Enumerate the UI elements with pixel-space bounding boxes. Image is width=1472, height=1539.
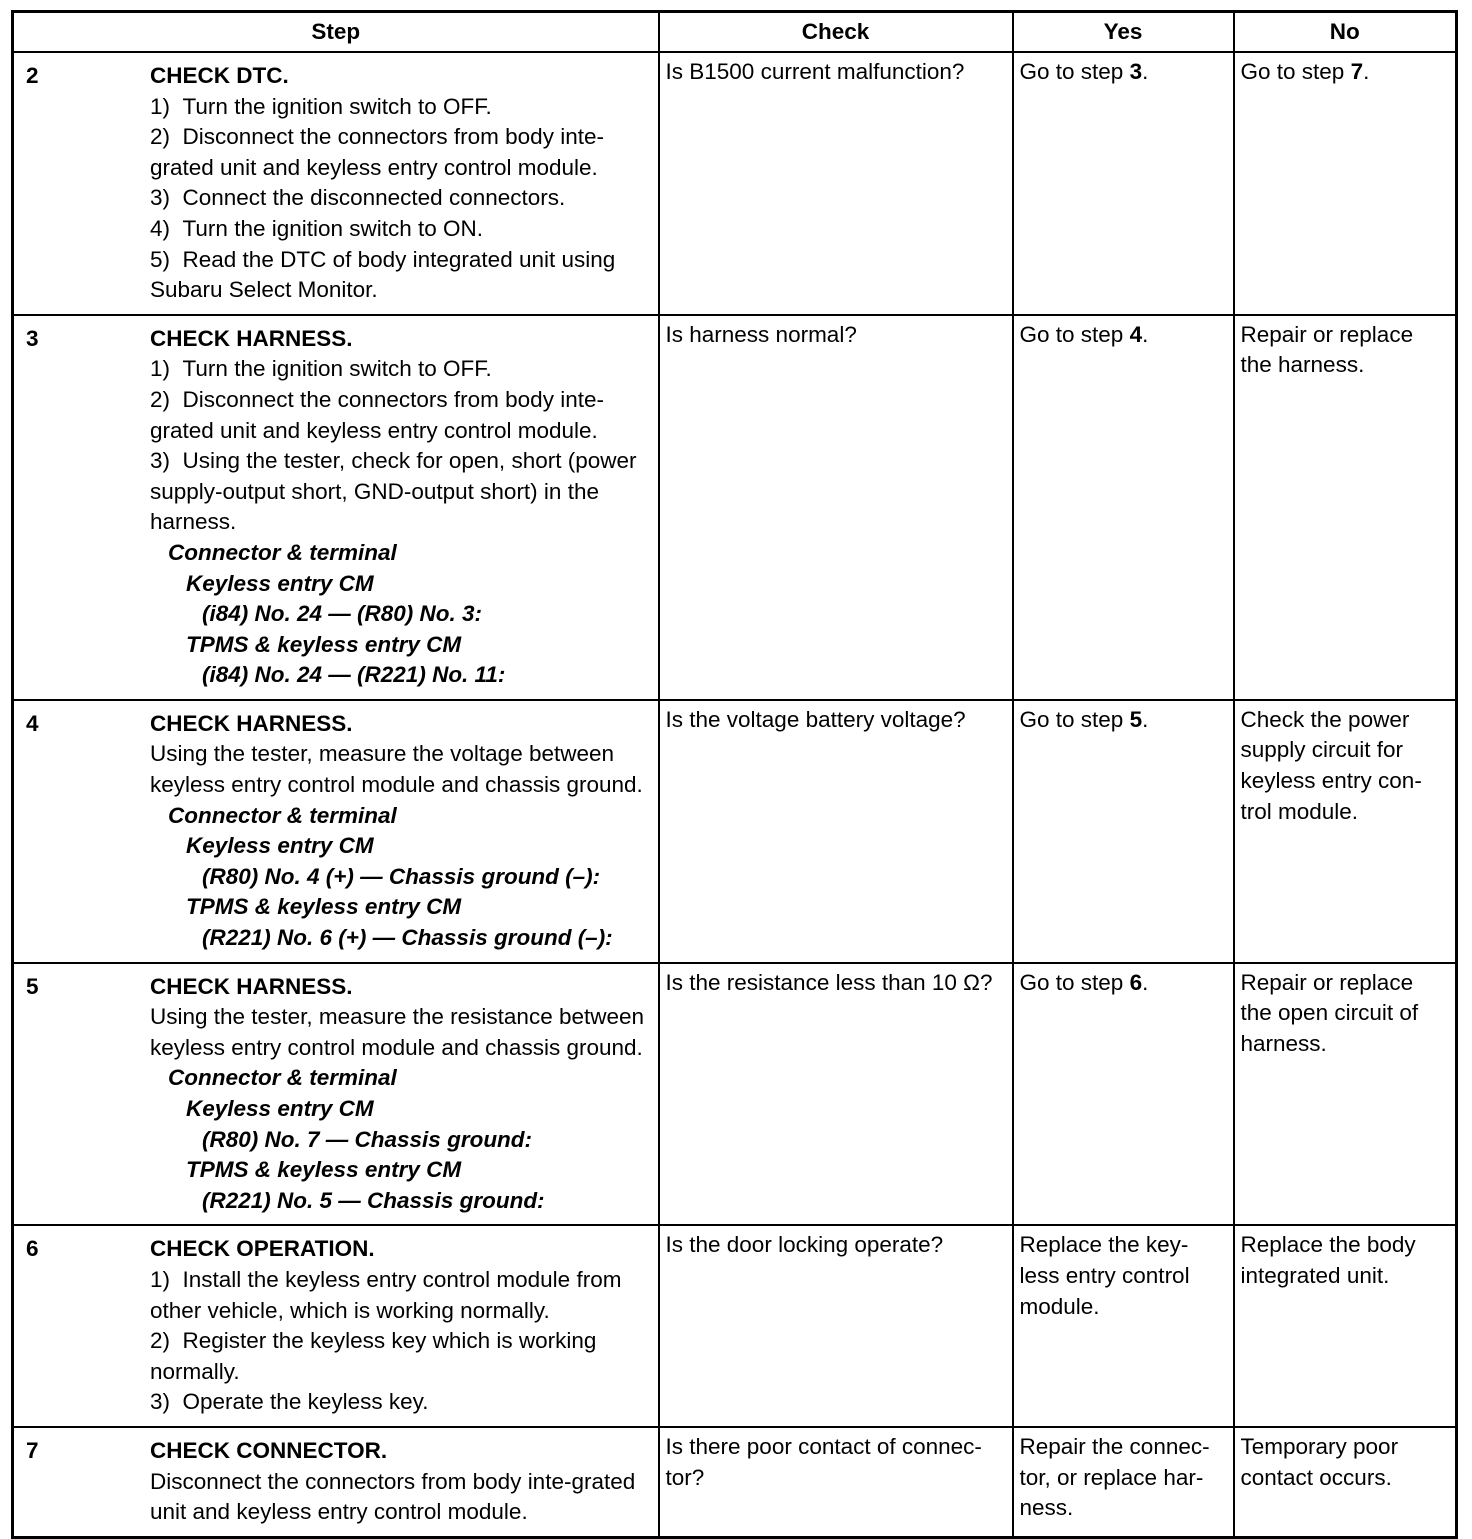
step-text [144, 1432, 653, 1532]
connector-terminal-line: (R80) No. 4 (+) — Chassis ground (–): [202, 863, 601, 889]
step-wrap [20, 1432, 653, 1532]
connector-terminal-line: (i84) No. 24 — (R80) No. 3: [202, 601, 483, 627]
yes-text: Go to step [1019, 706, 1130, 732]
step-instruction: 3) Using the tester, check for open, short (power supply-output short, GND-output short) in the harness. [150, 448, 637, 535]
step-number: 6 [26, 1236, 39, 1262]
table-row [13, 315, 1457, 700]
yes-text: Go to step [1019, 321, 1130, 347]
yes-cell [1013, 1427, 1234, 1537]
header-check: Check [659, 12, 1013, 53]
yes-step-number: 4 [1129, 321, 1143, 347]
no-suffix: . [1363, 59, 1370, 84]
no-text: Temporary poor contact occurs. [1240, 1433, 1399, 1490]
step-number: 7 [26, 1437, 39, 1463]
no-cell [1234, 1225, 1457, 1427]
check-cell: Is the voltage battery voltage? [659, 700, 1013, 963]
check-cell: Is there poor contact of connec-tor? [659, 1427, 1013, 1537]
connector-terminal-line: (i84) No. 24 — (R221) No. 11: [202, 662, 506, 688]
check-cell: Is the resistance less than 10 Ω? [659, 963, 1013, 1226]
step-title: CHECK HARNESS. [150, 325, 353, 351]
no-cell [1234, 315, 1457, 700]
no-text: Go to step [1240, 59, 1351, 84]
step-title: CHECK HARNESS. [150, 973, 353, 999]
step-title: CHECK CONNECTOR. [150, 1437, 388, 1463]
step-title: CHECK OPERATION. [150, 1236, 375, 1262]
connector-terminal-line: (R221) No. 6 (+) — Chassis ground (–): [202, 925, 613, 951]
step-text [144, 57, 653, 310]
step-instruction: 3) Connect the disconnected connectors. [150, 185, 566, 211]
yes-cell [1013, 52, 1234, 315]
connector-terminal-line: Connector & terminal [168, 802, 397, 828]
no-cell [1234, 1427, 1457, 1537]
step-title: CHECK DTC. [150, 63, 289, 88]
yes-suffix: . [1142, 706, 1149, 732]
connector-terminal-line: Keyless entry CM [186, 570, 374, 596]
step-instruction: Using the tester, measure the resistance between keyless entry control module and chassis ground. [150, 1004, 645, 1060]
step-wrap [20, 705, 653, 958]
yes-text: Repair the connec-tor, or replace har-ness. [1019, 1433, 1210, 1521]
table-body [13, 52, 1457, 1537]
yes-step-number: 6 [1129, 969, 1143, 995]
step-instruction: 4) Turn the ignition switch to ON. [150, 215, 484, 241]
step-number: 5 [26, 973, 39, 999]
step-wrap [20, 320, 653, 695]
yes-step-number: 3 [1129, 59, 1143, 84]
step-instruction: 5) Read the DTC of body integrated unit using Subaru Select Monitor. [150, 246, 616, 303]
check-cell: Is the door locking operate? [659, 1225, 1013, 1427]
yes-text: Replace the key-less entry control module. [1019, 1232, 1190, 1319]
connector-terminal-line: TPMS & keyless entry CM [186, 1157, 462, 1183]
step-instruction: 3) Operate the keyless key. [150, 1389, 429, 1415]
step-cell [13, 52, 659, 315]
step-instruction: 2) Register the keyless key which is working normally. [150, 1328, 597, 1384]
step-cell [13, 963, 659, 1226]
yes-suffix: . [1142, 969, 1149, 995]
step-instruction: 1) Turn the ignition switch to OFF. [150, 356, 492, 382]
header-no: No [1234, 12, 1457, 53]
table-row [13, 700, 1457, 963]
step-number: 2 [26, 63, 39, 88]
connector-terminal-line: Keyless entry CM [186, 833, 374, 859]
no-cell [1234, 963, 1457, 1226]
check-cell: Is harness normal? [659, 315, 1013, 700]
header-step: Step [13, 12, 659, 53]
table-row [13, 1225, 1457, 1427]
connector-terminal-line: (R221) No. 5 — Chassis ground: [202, 1187, 545, 1213]
step-text [144, 968, 653, 1221]
yes-cell [1013, 963, 1234, 1226]
no-text: Check the power supply circuit for keyless entry con-trol module. [1240, 706, 1422, 824]
step-instruction: Disconnect the connectors from body inte-grated unit and keyless entry control module. [150, 1468, 636, 1525]
no-text: Repair or replace the harness. [1240, 321, 1414, 378]
connector-terminal-line: TPMS & keyless entry CM [186, 631, 462, 657]
table-row [13, 963, 1457, 1226]
connector-terminal-line: TPMS & keyless entry CM [186, 894, 462, 920]
step-title: CHECK HARNESS. [150, 710, 353, 736]
diagnostic-table [11, 10, 1458, 1539]
no-text: Repair or replace the open circuit of harness. [1240, 969, 1419, 1056]
step-instruction: 2) Disconnect the connectors from body inte-grated unit and keyless entry control module. [150, 386, 604, 443]
connector-terminal-line: Connector & terminal [168, 539, 397, 565]
step-text [144, 320, 653, 695]
step-instruction: 2) Disconnect the connectors from body inte-grated unit and keyless entry control module. [150, 124, 604, 180]
header-yes: Yes [1013, 12, 1234, 53]
check-cell: Is B1500 current malfunction? [659, 52, 1013, 315]
header-row [13, 12, 1457, 53]
table-row [13, 52, 1457, 315]
step-text [144, 1230, 653, 1422]
step-wrap [20, 968, 653, 1221]
step-wrap [20, 57, 653, 310]
step-text [144, 705, 653, 958]
yes-cell [1013, 1225, 1234, 1427]
connector-terminal-line: Keyless entry CM [186, 1096, 374, 1121]
step-number: 4 [26, 710, 39, 736]
no-cell [1234, 700, 1457, 963]
step-instruction: Using the tester, measure the voltage between keyless entry control module and chassis ground. [150, 741, 643, 798]
step-cell [13, 1225, 659, 1427]
connector-terminal-line: Connector & terminal [168, 1065, 397, 1091]
step-instruction: 1) Turn the ignition switch to OFF. [150, 93, 492, 119]
step-cell [13, 315, 659, 700]
step-wrap [20, 1230, 653, 1422]
yes-step-number: 5 [1129, 706, 1143, 732]
yes-cell [1013, 700, 1234, 963]
yes-text: Go to step [1019, 59, 1130, 84]
step-instruction: 1) Install the keyless entry control module from other vehicle, which is working normally. [150, 1266, 622, 1323]
yes-suffix: . [1142, 59, 1149, 84]
no-cell [1234, 52, 1457, 315]
yes-text: Go to step [1019, 969, 1130, 995]
step-cell [13, 1427, 659, 1537]
step-number: 3 [26, 325, 39, 351]
yes-suffix: . [1142, 321, 1149, 347]
no-text: Replace the body integrated unit. [1240, 1232, 1416, 1288]
step-cell [13, 700, 659, 963]
yes-cell [1013, 315, 1234, 700]
no-step-number: 7 [1350, 59, 1364, 84]
connector-terminal-line: (R80) No. 7 — Chassis ground: [202, 1126, 533, 1152]
table-row [13, 1427, 1457, 1537]
